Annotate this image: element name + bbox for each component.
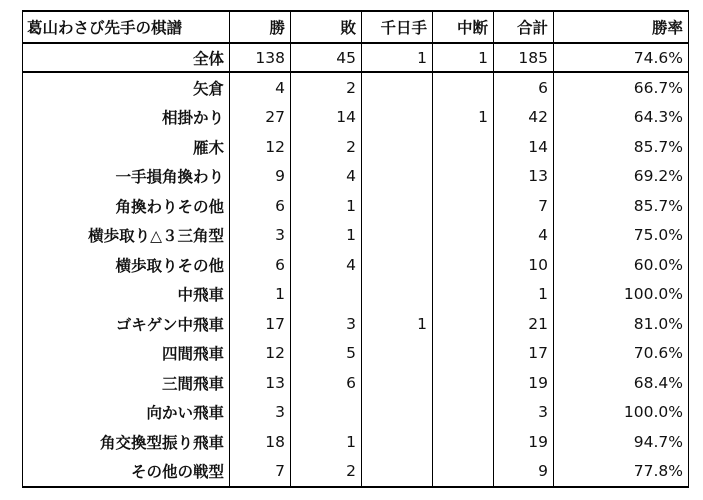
- total-chudan: 1: [433, 43, 494, 72]
- strategy-rate: 100.0%: [554, 280, 689, 310]
- strategy-sennichite: [362, 339, 433, 369]
- strategy-win: 12: [230, 339, 291, 369]
- strategy-win: 27: [230, 103, 291, 133]
- table-row: [23, 250, 689, 280]
- strategy-rate: 81.0%: [554, 309, 689, 339]
- strategy-rate: 69.2%: [554, 162, 689, 192]
- strategy-name: その他の戦型: [23, 457, 230, 488]
- table-row: [23, 457, 689, 488]
- table-row: [23, 309, 689, 339]
- strategy-win: 1: [230, 280, 291, 310]
- strategy-rate: 68.4%: [554, 368, 689, 398]
- strategy-rate: 75.0%: [554, 221, 689, 251]
- strategy-chudan: [433, 457, 494, 488]
- strategy-rate: 100.0%: [554, 398, 689, 428]
- table-row: [23, 221, 689, 251]
- strategy-loss: 2: [291, 132, 362, 162]
- strategy-total: 21: [494, 309, 554, 339]
- strategy-chudan: [433, 162, 494, 192]
- strategy-win: 18: [230, 427, 291, 457]
- strategy-chudan: [433, 221, 494, 251]
- strategy-sennichite: [362, 250, 433, 280]
- strategy-loss: 1: [291, 427, 362, 457]
- strategy-total: 19: [494, 368, 554, 398]
- table-row: [23, 280, 689, 310]
- strategy-loss: 14: [291, 103, 362, 133]
- strategy-name: 雁木: [23, 132, 230, 162]
- strategy-name: 向かい飛車: [23, 398, 230, 428]
- table-row: [23, 103, 689, 133]
- strategy-win: 6: [230, 191, 291, 221]
- strategy-sennichite: [362, 132, 433, 162]
- strategy-total: 7: [494, 191, 554, 221]
- strategy-total: 9: [494, 457, 554, 488]
- strategy-name: 横歩取り△３三角型: [23, 221, 230, 251]
- table-row: [23, 368, 689, 398]
- strategy-sennichite: [362, 457, 433, 488]
- total-win: 138: [230, 43, 291, 72]
- record-table-container: [22, 10, 688, 488]
- header-loss: 敗: [291, 11, 362, 43]
- strategy-loss: 1: [291, 221, 362, 251]
- strategy-loss: 3: [291, 309, 362, 339]
- strategy-chudan: [433, 368, 494, 398]
- header-row: [23, 11, 689, 43]
- table-row: [23, 339, 689, 369]
- strategy-name: 相掛かり: [23, 103, 230, 133]
- strategy-name: 一手損角換わり: [23, 162, 230, 192]
- strategy-sennichite: [362, 103, 433, 133]
- strategy-sennichite: [362, 398, 433, 428]
- header-chudan: 中断: [433, 11, 494, 43]
- strategy-win: 4: [230, 72, 291, 103]
- total-rate: 74.6%: [554, 43, 689, 72]
- strategy-loss: 1: [291, 191, 362, 221]
- strategy-chudan: 1: [433, 103, 494, 133]
- strategy-name: 角交換型振り飛車: [23, 427, 230, 457]
- header-sennichite: 千日手: [362, 11, 433, 43]
- strategy-chudan: [433, 72, 494, 103]
- strategy-chudan: [433, 250, 494, 280]
- strategy-rate: 77.8%: [554, 457, 689, 488]
- strategy-chudan: [433, 427, 494, 457]
- strategy-rate: 66.7%: [554, 72, 689, 103]
- header-total: 合計: [494, 11, 554, 43]
- strategy-name: 矢倉: [23, 72, 230, 103]
- strategy-rate: 70.6%: [554, 339, 689, 369]
- strategy-rate: 85.7%: [554, 132, 689, 162]
- strategy-chudan: [433, 309, 494, 339]
- table-row: [23, 191, 689, 221]
- header-win: 勝: [230, 11, 291, 43]
- header-title: 葛山わさび先手の棋譜: [23, 11, 230, 43]
- strategy-total: 14: [494, 132, 554, 162]
- total-loss: 45: [291, 43, 362, 72]
- strategy-chudan: [433, 191, 494, 221]
- strategy-loss: [291, 280, 362, 310]
- strategy-name: ゴキゲン中飛車: [23, 309, 230, 339]
- strategy-win: 9: [230, 162, 291, 192]
- strategy-total: 17: [494, 339, 554, 369]
- table-row: [23, 132, 689, 162]
- strategy-loss: 2: [291, 72, 362, 103]
- strategy-loss: 4: [291, 250, 362, 280]
- strategy-total: 19: [494, 427, 554, 457]
- strategy-chudan: [433, 398, 494, 428]
- strategy-loss: 6: [291, 368, 362, 398]
- table-row: [23, 398, 689, 428]
- strategy-total: 4: [494, 221, 554, 251]
- table-row: [23, 72, 689, 103]
- strategy-total: 10: [494, 250, 554, 280]
- strategy-total: 1: [494, 280, 554, 310]
- strategy-win: 13: [230, 368, 291, 398]
- strategy-chudan: [433, 280, 494, 310]
- strategy-sennichite: 1: [362, 309, 433, 339]
- strategy-total: 6: [494, 72, 554, 103]
- strategy-total: 3: [494, 398, 554, 428]
- strategy-win: 12: [230, 132, 291, 162]
- total-total: 185: [494, 43, 554, 72]
- strategy-win: 3: [230, 398, 291, 428]
- strategy-loss: 5: [291, 339, 362, 369]
- table-row: [23, 427, 689, 457]
- total-sennichite: 1: [362, 43, 433, 72]
- table-row: [23, 162, 689, 192]
- strategy-total: 42: [494, 103, 554, 133]
- strategy-sennichite: [362, 368, 433, 398]
- strategy-rate: 85.7%: [554, 191, 689, 221]
- strategy-sennichite: [362, 162, 433, 192]
- strategy-sennichite: [362, 72, 433, 103]
- strategy-loss: 4: [291, 162, 362, 192]
- strategy-name: 三間飛車: [23, 368, 230, 398]
- strategy-chudan: [433, 339, 494, 369]
- strategy-rate: 60.0%: [554, 250, 689, 280]
- strategy-chudan: [433, 132, 494, 162]
- header-rate: 勝率: [554, 11, 689, 43]
- strategy-rate: 94.7%: [554, 427, 689, 457]
- total-label: 全体: [23, 43, 230, 72]
- strategy-name: 横歩取りその他: [23, 250, 230, 280]
- strategy-win: 6: [230, 250, 291, 280]
- strategy-total: 13: [494, 162, 554, 192]
- strategy-win: 3: [230, 221, 291, 251]
- strategy-rate: 64.3%: [554, 103, 689, 133]
- record-table: [22, 10, 689, 488]
- strategy-sennichite: [362, 280, 433, 310]
- strategy-sennichite: [362, 427, 433, 457]
- total-row: [23, 43, 689, 72]
- strategy-sennichite: [362, 221, 433, 251]
- strategy-name: 中飛車: [23, 280, 230, 310]
- strategy-loss: 2: [291, 457, 362, 488]
- strategy-sennichite: [362, 191, 433, 221]
- strategy-loss: [291, 398, 362, 428]
- strategy-name: 角換わりその他: [23, 191, 230, 221]
- strategy-rows: [23, 72, 689, 487]
- strategy-name: 四間飛車: [23, 339, 230, 369]
- strategy-win: 7: [230, 457, 291, 488]
- strategy-win: 17: [230, 309, 291, 339]
